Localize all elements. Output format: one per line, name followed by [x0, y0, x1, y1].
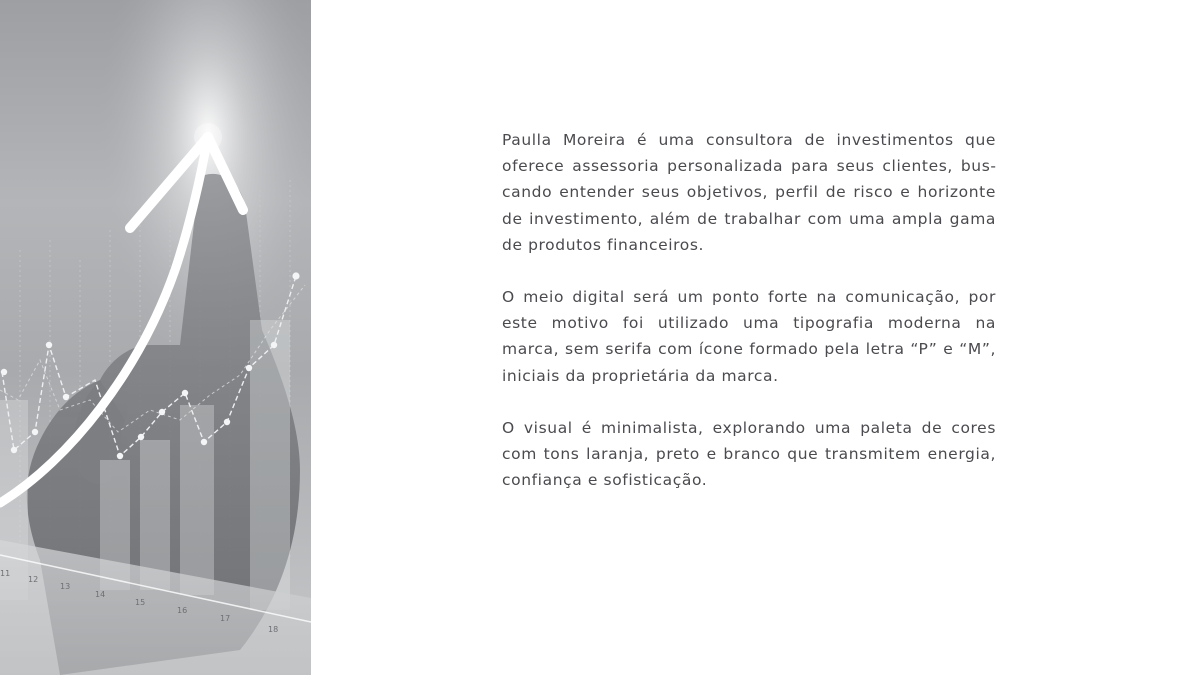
investment-growth-photo	[0, 0, 311, 675]
paragraph-digital: O meio digital será um ponto forte na comunicação, por este motivo foi utilizado uma tipografia moderna na marca, sem serifa com ícone formado pela letra “P” e “M”, iniciais da proprietária da marca.	[502, 288, 996, 385]
axis-tick: 13	[60, 582, 71, 591]
axis-tick: 12	[28, 575, 39, 584]
paragraph-visual: O visual é minimalista, explorando uma paleta de cores com tons laranja, preto e branco que transmitem energia, confiança e sofisticação.	[502, 418, 996, 490]
axis-tick: 14	[95, 590, 106, 599]
axis-tick: 18	[268, 625, 279, 634]
axis-tick: 16	[177, 606, 188, 615]
description-text	[502, 127, 996, 519]
paragraph-intro: Paulla Moreira é uma consultora de investimentos que oferece assessoria personalizada para seus clientes, buscando entender seus objetivos, perfil de risco e horizonte de investimento, além de trabalhar com uma ampla gama de produtos financeiros.	[502, 131, 996, 254]
axis-tick: 17	[220, 614, 231, 623]
axis-tick: 11	[0, 569, 11, 578]
photo-illustration	[0, 0, 311, 675]
axis-tick: 15	[135, 598, 146, 607]
